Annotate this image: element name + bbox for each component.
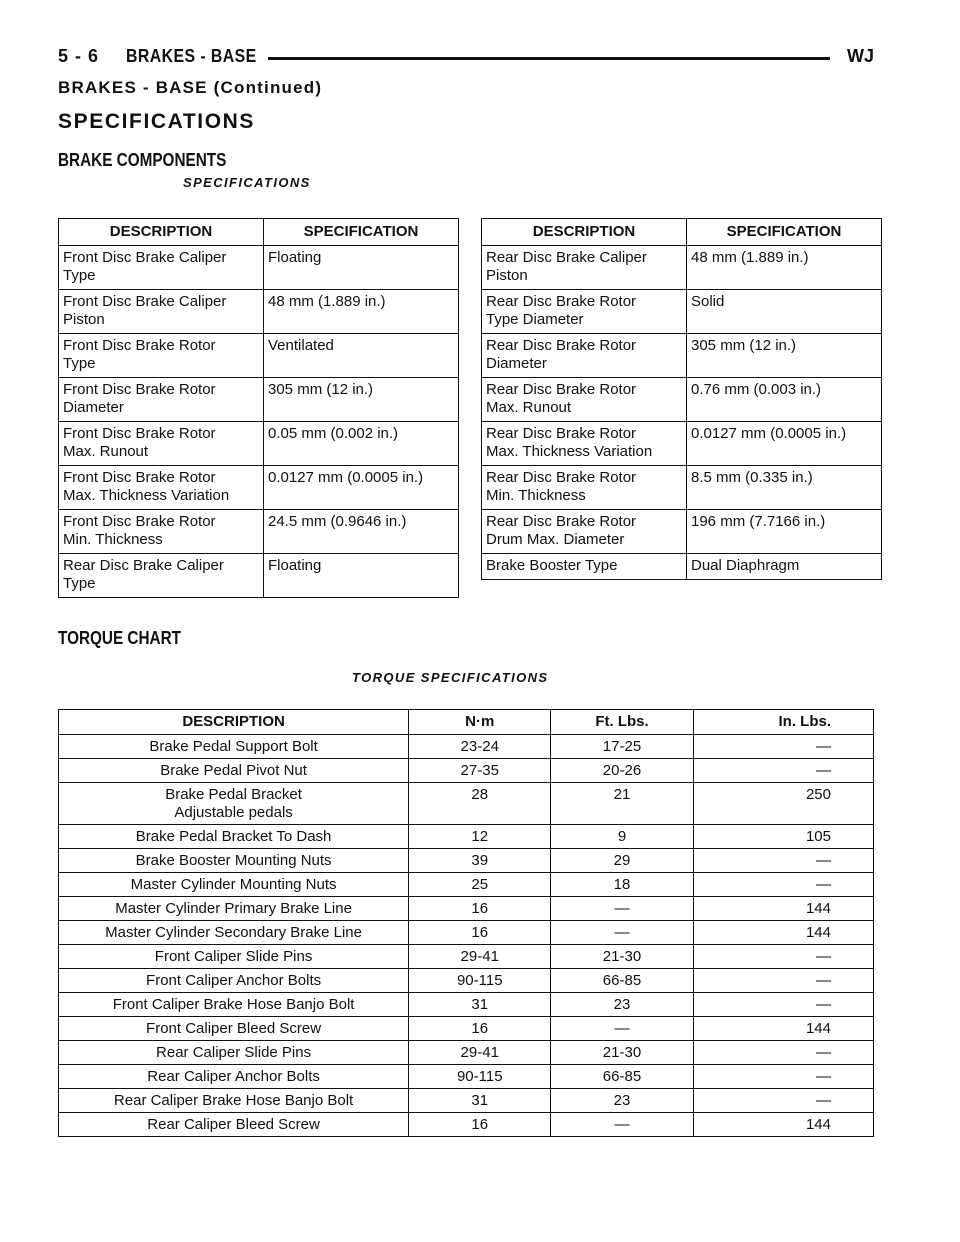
specification-cell: 305 mm (12 in.) (264, 378, 459, 422)
description-cell (59, 1041, 409, 1065)
specification-cell: 48 mm (1.889 in.) (687, 246, 882, 290)
nm-cell: 29-41 (409, 945, 551, 969)
description-line-1: Front Caliper Bleed Screw (146, 1020, 322, 1037)
specification-cell: 48 mm (1.889 in.) (264, 290, 459, 334)
description-cell (59, 825, 409, 849)
description-cell (59, 334, 264, 378)
description-line-2: Drum Max. Diameter (486, 531, 625, 548)
ft-lbs-cell: 21-30 (551, 1041, 693, 1065)
table-row (482, 510, 882, 554)
table-row (59, 783, 874, 825)
description-line-1: Rear Disc Brake Rotor (486, 469, 637, 486)
nm-cell: 16 (409, 921, 551, 945)
description-cell (59, 1017, 409, 1041)
description-line-2: Max. Runout (63, 443, 149, 460)
in-lbs-cell: 144 (693, 1113, 873, 1137)
description-line-2: Diameter (486, 355, 547, 372)
column-header-specification: SPECIFICATION (687, 219, 882, 246)
table-row (59, 1089, 874, 1113)
table-row (59, 849, 874, 873)
specification-cell: 8.5 mm (0.335 in.) (687, 466, 882, 510)
description-line-1: Brake Pedal Support Bolt (149, 738, 318, 755)
column-header-description: DESCRIPTION (59, 710, 409, 735)
table-row (482, 334, 882, 378)
page-number: 5 - 6 (58, 46, 100, 66)
description-line-1: Master Cylinder Primary Brake Line (115, 900, 352, 917)
description-cell (482, 378, 687, 422)
ft-lbs-cell: 66-85 (551, 1065, 693, 1089)
table-row (59, 378, 459, 422)
in-lbs-cell: — (693, 993, 873, 1017)
in-lbs-cell: — (693, 1041, 873, 1065)
table-row (59, 1041, 874, 1065)
description-line-1: Rear Disc Brake Caliper (486, 249, 647, 266)
description-line-1: Front Caliper Brake Hose Banjo Bolt (112, 996, 355, 1013)
in-lbs-cell: 144 (693, 897, 873, 921)
column-header-ft-lbs: Ft. Lbs. (551, 710, 693, 735)
table-row (482, 246, 882, 290)
nm-cell: 31 (409, 993, 551, 1017)
description-cell (59, 378, 264, 422)
description-line-1: Front Disc Brake Rotor (63, 381, 216, 398)
description-line-1: Rear Disc Brake Rotor (486, 337, 637, 354)
description-line-1: Master Cylinder Secondary Brake Line (105, 924, 362, 941)
description-line-1: Brake Pedal Bracket (165, 786, 302, 803)
in-lbs-cell: 144 (693, 1017, 873, 1041)
table-row (59, 873, 874, 897)
description-line-2: Max. Thickness Variation (486, 443, 653, 460)
description-cell (59, 510, 264, 554)
nm-cell: 90-115 (409, 1065, 551, 1089)
description-line-1: Front Caliper Slide Pins (154, 948, 313, 965)
section-title: SPECIFICATIONS (58, 110, 256, 133)
ft-lbs-cell: 18 (551, 873, 693, 897)
description-cell (59, 945, 409, 969)
table-row (59, 246, 459, 290)
ft-lbs-cell: 17-25 (551, 735, 693, 759)
table-row (482, 290, 882, 334)
specification-cell: Dual Diaphragm (687, 554, 882, 580)
specifications-caption: SPECIFICATIONS (183, 175, 311, 190)
description-cell (59, 1113, 409, 1137)
torque-chart-heading: TORQUE CHART (58, 628, 181, 648)
description-line-1: Front Disc Brake Rotor (63, 469, 216, 486)
description-line-1: Front Disc Brake Caliper (63, 293, 227, 310)
column-header-nm: N·m (409, 710, 551, 735)
description-cell (482, 334, 687, 378)
description-cell (482, 246, 687, 290)
brake-spec-table-left (58, 218, 459, 598)
ft-lbs-cell: 21 (551, 783, 693, 825)
table-row (59, 1113, 874, 1137)
brake-spec-table-right (481, 218, 882, 580)
description-line-1: Rear Caliper Anchor Bolts (147, 1068, 320, 1085)
table-row (482, 378, 882, 422)
description-line-2: Max. Runout (486, 399, 572, 416)
description-line-1: Rear Caliper Brake Hose Banjo Bolt (113, 1092, 354, 1109)
brake-components-heading: BRAKE COMPONENTS (58, 150, 227, 170)
specification-cell: Floating (264, 554, 459, 598)
table-row (482, 422, 882, 466)
table-row (59, 897, 874, 921)
specification-cell: 305 mm (12 in.) (687, 334, 882, 378)
in-lbs-cell: — (693, 873, 873, 897)
table-row (59, 825, 874, 849)
table-row (59, 921, 874, 945)
nm-cell: 39 (409, 849, 551, 873)
ft-lbs-cell: 23 (551, 993, 693, 1017)
description-line-1: Brake Pedal Pivot Nut (160, 762, 307, 779)
description-cell (59, 897, 409, 921)
ft-lbs-cell: 21-30 (551, 945, 693, 969)
description-line-2: Piston (63, 311, 105, 328)
torque-table (58, 709, 874, 1137)
page-header (58, 44, 874, 74)
description-cell (59, 873, 409, 897)
description-cell (59, 1065, 409, 1089)
description-cell (482, 422, 687, 466)
ft-lbs-cell: 29 (551, 849, 693, 873)
description-line-1: Rear Caliper Slide Pins (156, 1044, 312, 1061)
description-cell (59, 246, 264, 290)
column-header-in-lbs: In. Lbs. (693, 710, 873, 735)
column-header-description: DESCRIPTION (59, 219, 264, 246)
description-line-2: Type (63, 355, 96, 372)
ft-lbs-cell: 23 (551, 1089, 693, 1113)
in-lbs-cell: 144 (693, 921, 873, 945)
description-line-1: Front Caliper Anchor Bolts (146, 972, 322, 989)
description-line-2: Max. Thickness Variation (63, 487, 230, 504)
description-line-2: Min. Thickness (63, 531, 163, 548)
description-line-1: Rear Disc Brake Rotor (486, 293, 637, 310)
description-line-1: Brake Booster Mounting Nuts (135, 852, 332, 869)
description-line-1: Brake Booster Type (486, 557, 618, 574)
description-line-2: Diameter (63, 399, 124, 416)
nm-cell: 23-24 (409, 735, 551, 759)
description-cell (59, 466, 264, 510)
description-cell (59, 290, 264, 334)
table-row (59, 334, 459, 378)
in-lbs-cell: — (693, 969, 873, 993)
description-line-2: Min. Thickness (486, 487, 586, 504)
description-cell (59, 783, 409, 825)
nm-cell: 27-35 (409, 759, 551, 783)
description-line-1: Rear Caliper Bleed Screw (147, 1116, 320, 1133)
specification-cell: 24.5 mm (0.9646 in.) (264, 510, 459, 554)
in-lbs-cell: — (693, 1089, 873, 1113)
description-line-1: Rear Disc Brake Caliper (63, 557, 224, 574)
specification-cell: 0.0127 mm (0.0005 in.) (264, 466, 459, 510)
description-cell (482, 554, 687, 580)
description-line-1: Rear Disc Brake Rotor (486, 425, 637, 442)
ft-lbs-cell: — (551, 897, 693, 921)
description-cell (59, 554, 264, 598)
nm-cell: 16 (409, 897, 551, 921)
ft-lbs-cell: 20-26 (551, 759, 693, 783)
ft-lbs-cell: — (551, 921, 693, 945)
nm-cell: 29-41 (409, 1041, 551, 1065)
description-line-1: Front Disc Brake Rotor (63, 513, 216, 530)
nm-cell: 90-115 (409, 969, 551, 993)
table-row (59, 945, 874, 969)
nm-cell: 12 (409, 825, 551, 849)
nm-cell: 31 (409, 1089, 551, 1113)
description-line-1: Rear Disc Brake Rotor (486, 513, 637, 530)
description-line-2: Piston (486, 267, 528, 284)
continued-heading: BRAKES - BASE (Continued) (58, 78, 323, 97)
in-lbs-cell: — (693, 945, 873, 969)
description-cell (59, 993, 409, 1017)
description-cell (59, 735, 409, 759)
table-row (59, 422, 459, 466)
table-row (482, 554, 882, 580)
header-code: WJ (847, 46, 874, 66)
in-lbs-cell: — (693, 759, 873, 783)
specification-cell: 196 mm (7.7166 in.) (687, 510, 882, 554)
nm-cell: 16 (409, 1113, 551, 1137)
in-lbs-cell: 250 (693, 783, 873, 825)
specification-cell: 0.0127 mm (0.0005 in.) (687, 422, 882, 466)
nm-cell: 28 (409, 783, 551, 825)
table-row (59, 1065, 874, 1089)
table-row (59, 969, 874, 993)
table-row (59, 735, 874, 759)
specification-cell: Ventilated (264, 334, 459, 378)
ft-lbs-cell: 9 (551, 825, 693, 849)
ft-lbs-cell: — (551, 1017, 693, 1041)
column-header-description: DESCRIPTION (482, 219, 687, 246)
torque-specifications-caption: TORQUE SPECIFICATIONS (352, 670, 549, 685)
description-line-1: Front Disc Brake Caliper (63, 249, 227, 266)
specification-cell: Solid (687, 290, 882, 334)
description-cell (59, 969, 409, 993)
in-lbs-cell: — (693, 849, 873, 873)
description-line-2: Type (63, 575, 96, 592)
table-row (59, 993, 874, 1017)
description-cell (59, 759, 409, 783)
header-rule (268, 57, 830, 60)
header-title: BRAKES - BASE (126, 46, 257, 66)
specification-cell: 0.05 mm (0.002 in.) (264, 422, 459, 466)
table-row (59, 554, 459, 598)
description-line-1: Master Cylinder Mounting Nuts (130, 876, 337, 893)
in-lbs-cell: 105 (693, 825, 873, 849)
description-line-1: Front Disc Brake Rotor (63, 337, 216, 354)
description-cell (482, 510, 687, 554)
description-line-1: Front Disc Brake Rotor (63, 425, 216, 442)
nm-cell: 16 (409, 1017, 551, 1041)
description-cell (59, 422, 264, 466)
description-cell (59, 849, 409, 873)
description-line-2: Type (63, 267, 96, 284)
specification-cell: 0.76 mm (0.003 in.) (687, 378, 882, 422)
description-line-1: Rear Disc Brake Rotor (486, 381, 637, 398)
description-cell (482, 466, 687, 510)
table-row (59, 290, 459, 334)
table-row (59, 510, 459, 554)
table-row (59, 759, 874, 783)
nm-cell: 25 (409, 873, 551, 897)
column-header-specification: SPECIFICATION (264, 219, 459, 246)
specification-cell: Floating (264, 246, 459, 290)
table-row (482, 466, 882, 510)
description-cell (59, 1089, 409, 1113)
description-cell (482, 290, 687, 334)
description-line-1: Brake Pedal Bracket To Dash (135, 828, 332, 845)
ft-lbs-cell: 66-85 (551, 969, 693, 993)
description-line-2: Type Diameter (486, 311, 584, 328)
in-lbs-cell: — (693, 735, 873, 759)
description-cell (59, 921, 409, 945)
table-row (59, 466, 459, 510)
ft-lbs-cell: — (551, 1113, 693, 1137)
in-lbs-cell: — (693, 1065, 873, 1089)
description-line-2: Adjustable pedals (174, 804, 293, 821)
table-row (59, 1017, 874, 1041)
